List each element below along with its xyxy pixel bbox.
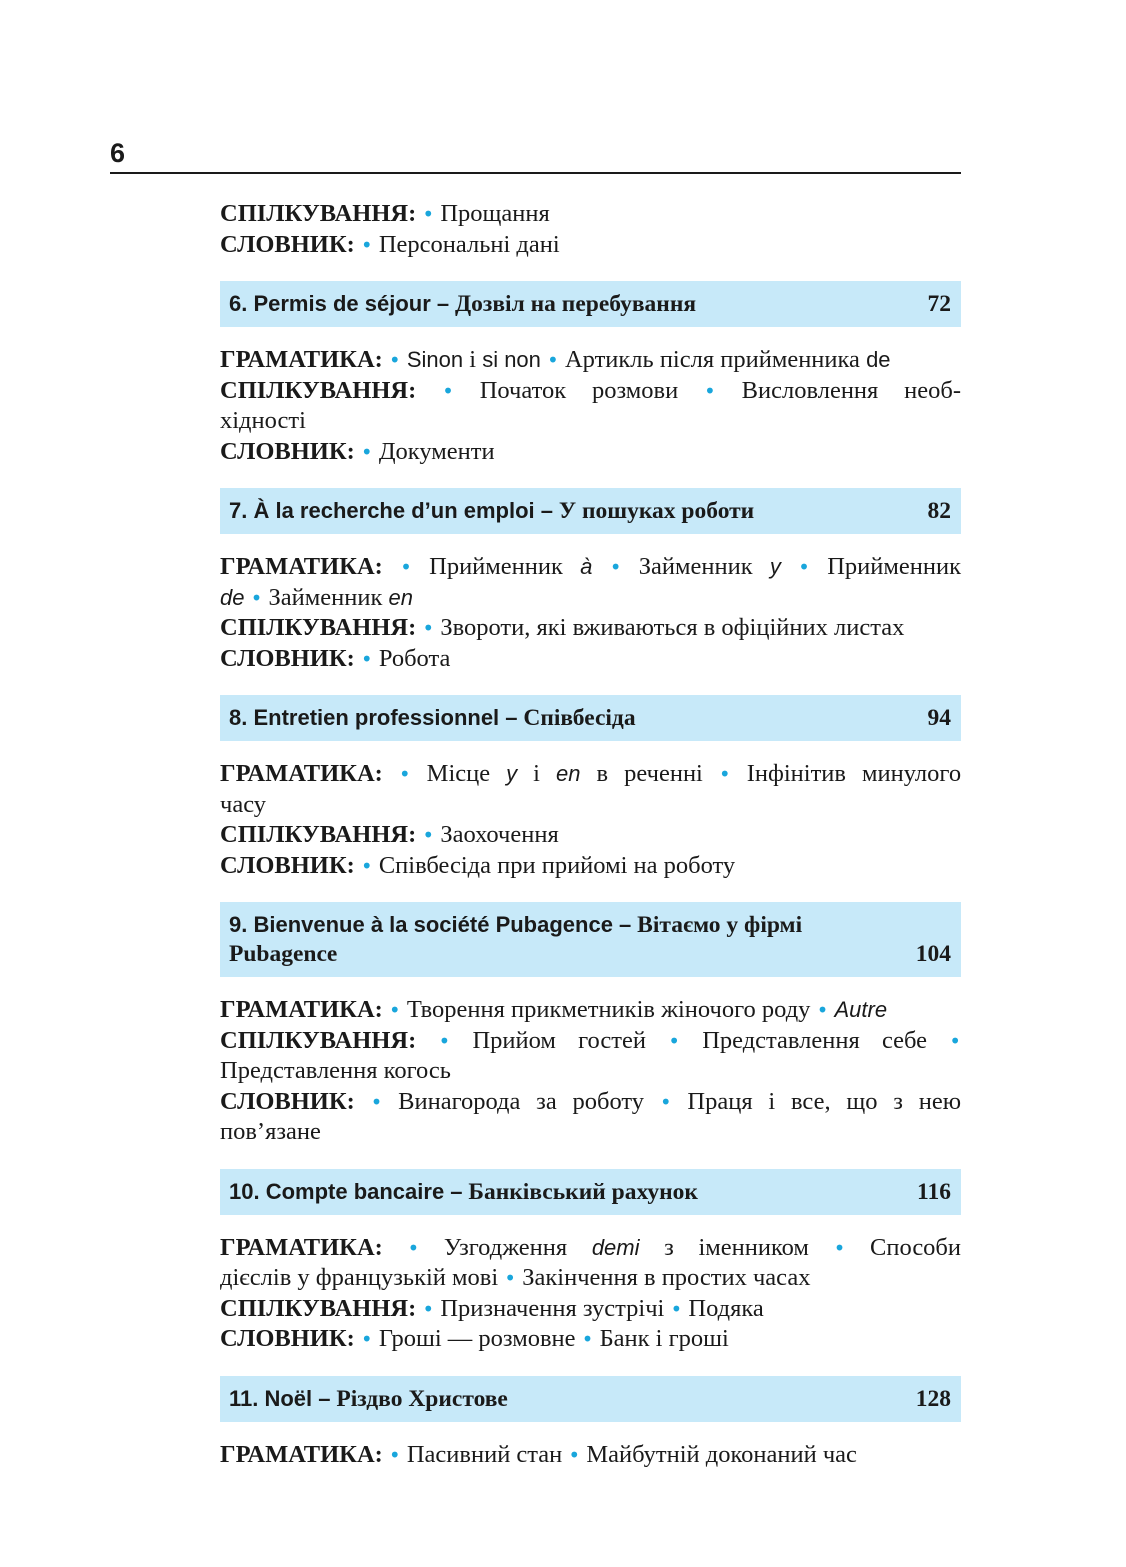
topic: Представлення когось [220,1057,451,1084]
vocabulary-line [220,644,961,675]
topic: Пасивний стан [406,1440,563,1468]
communication-label: СПІЛКУВАННЯ: [220,376,417,404]
communication-line [220,820,961,851]
contents-list [220,199,961,1470]
communication-label: СПІЛКУВАННЯ: [220,1026,417,1054]
topic: з іменником [664,1233,809,1261]
topic: Співбесіда при прийомі на роботу [378,851,736,879]
communication-line [220,613,961,644]
topic: y [769,554,781,579]
lesson-title-fr: 7. À la recherche d’un emploi – [229,498,553,523]
bullet-icon: • [388,1442,401,1467]
grammar-line [220,552,961,583]
topic: Початок розмови [479,376,679,404]
lesson-title-ua: Співбесіда [523,705,636,731]
bullet-icon: • [704,378,716,403]
lesson-page: 72 [927,291,951,317]
vocabulary-label: СЛОВНИК: [220,1325,355,1352]
topic: Звороти, які вживаються в офіційних листах [440,614,905,641]
lesson-page: 104 [915,941,951,967]
lesson-heading-11 [220,1376,961,1422]
grammar-label: ГРАМАТИКА: [220,346,383,373]
lesson-title-ua: Банківський рахунок [468,1178,698,1205]
bullet-icon: • [547,348,559,372]
topic: Представлення себе [702,1026,928,1054]
topic: і [469,346,477,373]
grammar-line [220,345,961,376]
topic: y [506,761,518,786]
lesson-title-ua: Дозвіл на перебування [454,291,697,317]
communication-line [220,1294,961,1325]
lesson-heading-10 [220,1169,961,1215]
communication-line [220,1026,961,1057]
vocabulary-line [220,230,961,261]
header-rule [110,172,961,174]
topic: в реченні [596,760,703,787]
lesson-title-fr: 8. Entretien professionnel – [229,705,518,730]
topic: Артикль після прийменника [564,346,860,373]
communication-line [220,376,961,407]
lesson-title-ua: Різдво Христове [336,1385,508,1412]
grammar-label: ГРАМАТИКА: [220,553,383,580]
vocabulary-line [220,1087,961,1118]
topic: Autre [834,997,888,1022]
topic: en [388,584,414,610]
communication-label: СПІЛКУВАННЯ: [220,200,417,227]
grammar-line-cont [220,583,961,614]
topic: Винагорода за роботу [398,1087,645,1115]
topic: Висловлення необ- [741,376,961,404]
topic: Подяка [688,1294,764,1322]
bullet-icon: • [388,998,401,1022]
grammar-label: ГРАМАТИКА: [220,760,383,787]
page-number: 6 [110,138,126,168]
topic: Банк і гроші [599,1325,729,1352]
topic: Творення прикметників жіночого роду [406,996,811,1023]
topic: demi [591,1234,640,1260]
grammar-label: ГРАМАТИКА: [220,1440,383,1468]
bullet-icon: • [668,1028,680,1053]
topic: Праця і все, що з нею [687,1087,961,1115]
topic: Прийом гостей [472,1026,646,1054]
vocabulary-label: СЛОВНИК: [220,644,355,672]
communication-line-cont [220,406,961,437]
lesson-title-ua: Вітаємо у фірмі [637,912,803,938]
bullet-icon: • [504,1266,517,1290]
topic: Узгодження [443,1233,568,1261]
grammar-line-cont [220,1263,961,1294]
vocabulary-line [220,437,961,468]
topic: пов’язане [220,1118,321,1145]
lesson-title-fr: 6. Permis de séjour – [229,291,450,316]
lesson-page: 116 [917,1178,951,1205]
bullet-icon: • [360,439,373,464]
topic: Документи [378,437,495,465]
topic: Прийменник [429,553,563,580]
grammar-line [220,1440,961,1471]
bullet-icon: • [422,616,435,640]
grammar-line [220,995,961,1026]
grammar-line-cont [220,790,961,821]
bullet-icon: • [360,853,373,878]
lesson-title-fr: 10. Compte bancaire – [229,1178,463,1204]
bullet-icon: • [609,555,622,579]
topic: Робота [378,644,451,672]
bullet-icon: • [581,1327,594,1351]
topic: de [220,584,245,610]
communication-line-cont [220,1056,961,1087]
grammar-line [220,759,961,790]
bullet-icon: • [370,1089,383,1114]
bullet-icon: • [360,1327,373,1351]
bullet-icon: • [388,348,401,372]
bullet-icon: • [438,1028,451,1053]
topic: Гроші — розмовне [378,1325,576,1352]
vocabulary-label: СЛОВНИК: [220,1087,355,1115]
bullet-icon: • [407,1235,420,1260]
bullet-icon: • [568,1442,581,1467]
topic: Прощання [440,200,550,227]
vocabulary-line [220,1324,961,1355]
topic: Закінчення в простих часах [522,1264,811,1291]
topic: Інфінітив минулого [746,760,962,787]
topic: Sinon [406,347,464,372]
vocabulary-line [220,851,961,882]
bullet-icon: • [422,1296,435,1321]
communication-label: СПІЛКУВАННЯ: [220,614,417,641]
communication-label: СПІЛКУВАННЯ: [220,821,417,848]
topic: часу [220,790,266,818]
topic: і [533,760,540,787]
grammar-line [220,1233,961,1264]
vocabulary-label: СЛОВНИК: [220,230,355,258]
topic: en [556,761,581,786]
topic: Займенник [638,553,753,580]
bullet-icon: • [360,232,373,257]
vocabulary-label: СЛОВНИК: [220,851,355,879]
lesson-page: 128 [915,1385,951,1412]
bullet-icon: • [718,762,731,786]
lesson-title-fr: 11. Noël – [229,1385,331,1411]
topic: Персональні дані [378,230,560,258]
bullet-icon: • [816,998,829,1022]
bullet-icon: • [422,202,435,226]
bullet-icon: • [360,646,373,671]
bullet-icon: • [250,585,263,610]
topic: Заохочення [440,821,559,848]
lesson-title-ua-cont: Pubagence [229,941,338,967]
lesson-title-ua: У пошуках роботи [558,498,755,524]
lesson-heading-7 [220,488,961,534]
lesson-page: 94 [927,705,951,731]
topic: Займенник [268,583,383,611]
bullet-icon: • [400,555,412,579]
bullet-icon: • [659,1089,672,1114]
lesson-heading-8 [220,695,961,741]
topic: à [580,554,593,579]
vocabulary-line-cont [220,1117,961,1148]
bullet-icon: • [949,1028,962,1053]
topic: Прийменник [827,553,961,580]
bullet-icon: • [833,1235,846,1260]
bullet-icon: • [670,1296,683,1321]
topic: Способи [870,1233,962,1261]
topic: Призначення зустрічі [440,1294,665,1322]
communication-line [220,199,961,230]
topic: Місце [426,760,491,787]
bullet-icon: • [398,762,411,786]
bullet-icon: • [442,378,454,403]
topic: Майбутній доконаний час [586,1440,857,1468]
lesson-heading-9 [220,902,961,977]
communication-label: СПІЛКУВАННЯ: [220,1294,417,1322]
bullet-icon: • [422,823,435,847]
vocabulary-label: СЛОВНИК: [220,437,355,465]
lesson-title-fr: 9. Bienvenue à la société Pubagence – [229,912,632,937]
grammar-label: ГРАМАТИКА: [220,996,383,1023]
topic: si non [482,347,541,372]
topic: дієслів у французькій мові [220,1264,499,1291]
lesson-heading-6 [220,281,961,327]
lesson-page: 82 [927,498,951,524]
bullet-icon: • [798,555,810,579]
grammar-label: ГРАМАТИКА: [220,1233,383,1261]
topic: хідності [220,407,306,434]
topic: de [866,347,891,372]
